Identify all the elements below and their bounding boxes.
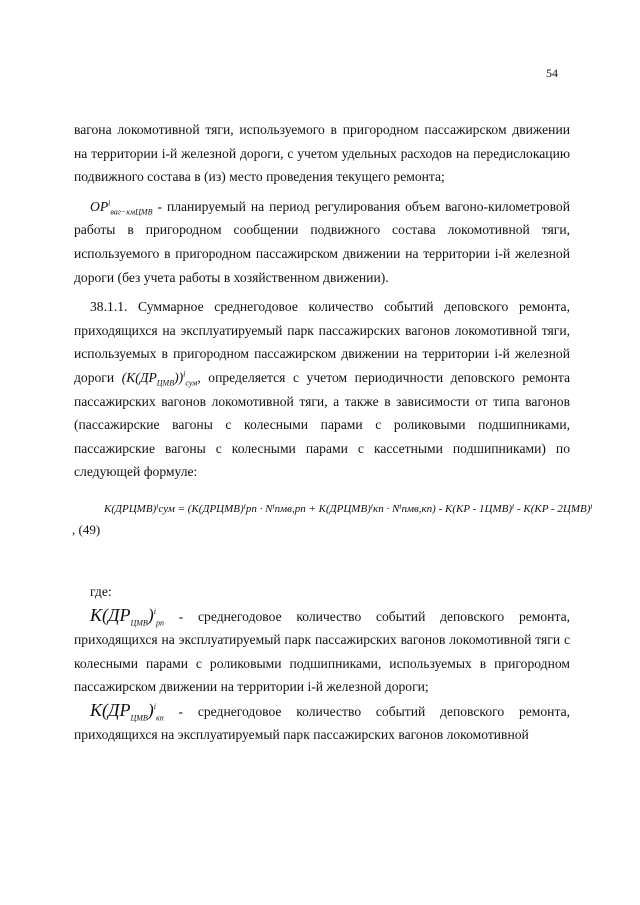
paragraph-3: 38.1.1. Суммарное среднегодовое количество событий деповского ремонта, приходящихся на эксплуатируемый парк пассажирских вагонов локомотивной тяги, используемых в пригородном пассажирском движении на территории i-й железной дороги $(K(ДР_{ЦМВ}))^i_{сум}$, определяется с учетом периодичности деповского ремонта пассажирских вагонов локомотивной тяги, а также в зависимости от типа вагонов (пассажирские вагоны с колесными парами с роликовыми подшипниками, пассажирские вагоны с колесными парами с кассетными подшипниками) по следующей формуле: bbox=[74, 299, 570, 480]
document-body bbox=[72, 118, 593, 747]
formula-49 bbox=[72, 498, 593, 550]
formula-number: , (49) bbox=[72, 521, 101, 537]
formula-equation: K(ДРЦМВ)ⁱсум = (K(ДРЦМВ)ⁱрп · Nⁱпмв,рп + K(ДРЦМВ)ⁱкп · Nⁱпмв,кп) - K(KP - 1ЦМВ)ⁱ - K(KP - 2ЦМВ)ⁱ bbox=[104, 502, 593, 515]
definition-rp bbox=[74, 604, 570, 699]
paragraph-2 bbox=[74, 195, 570, 289]
definition-kp bbox=[74, 699, 570, 747]
op-symbol: $OP^i_{ваг-кмЦМВ}$ bbox=[90, 198, 153, 217]
definition-symbol-rp: $K(ДР_{ЦМВ})^i_{рп}$ bbox=[90, 604, 165, 628]
page-number: 54 bbox=[546, 66, 558, 80]
where-label: где: bbox=[90, 583, 112, 599]
definition-text-kp: - среднегодовое количество событий деповского ремонта, приходящихся на эксплуатируемый парк пассажирских вагонов локомотивной bbox=[74, 703, 570, 743]
definition-symbol-kp: $K(ДР_{ЦМВ})^i_{кп}$ bbox=[90, 699, 164, 723]
definition-text-rp: - среднегодовое количество событий деповского ремонта, приходящихся на эксплуатируемый парк пассажирских вагонов локомотивной тяги с колесными парами с роликовыми подшипниками, используемых в пригородном пассажирском движении на территории i-й железной дороги; bbox=[74, 608, 570, 695]
paragraph-1: вагона локомотивной тяги, используемого в пригородном пассажирском движении на территории i-й железной дороги, с учетом удельных расходов на передислокацию подвижного состава в (из) место проведения текущего ремонта; bbox=[74, 122, 570, 185]
inline-formula: $(K(ДР_{ЦМВ}))^i_{сум}$ bbox=[121, 369, 198, 388]
op-definition: - планируемый на период регулирования объем вагоно-километровой работы в пригородном сообщении подвижного состава локомотивной тяги, используемого в пригородном пассажирском движении на территории i-й железной дороги (без учета работы в хозяйственном движении). bbox=[74, 198, 570, 285]
